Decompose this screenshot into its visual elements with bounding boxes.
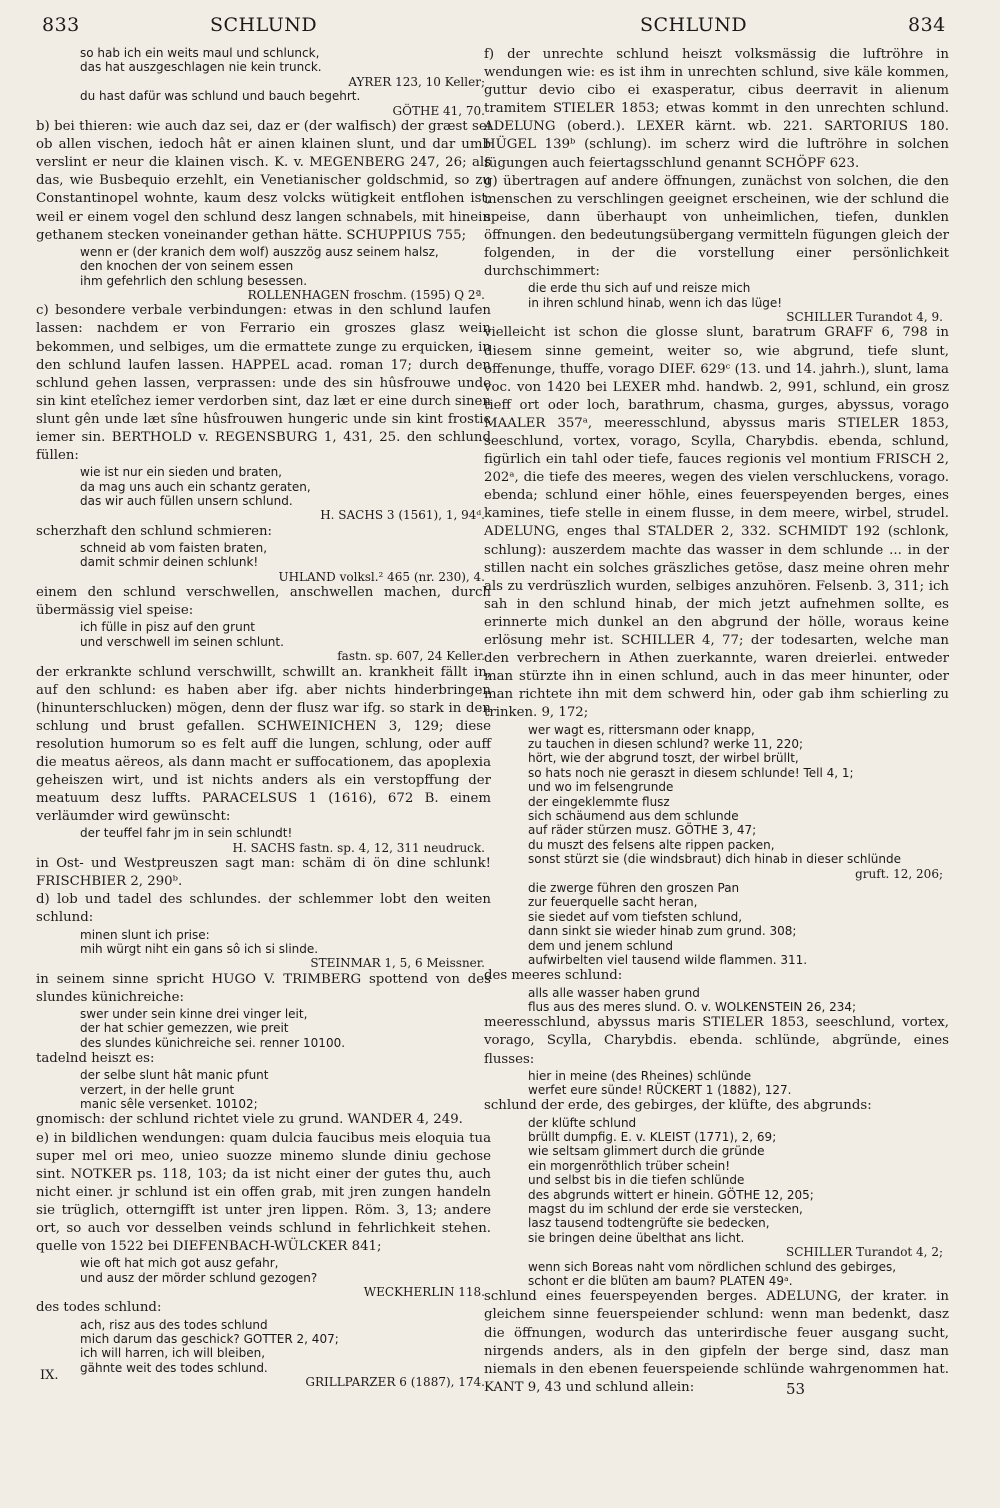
verse-quotation	[484, 281, 949, 324]
verse-quotation	[36, 1068, 491, 1111]
citation-source: STEINMAR 1, 5, 6 Meissner.	[310, 956, 485, 971]
verse-line: schneid ab vom faisten braten,	[80, 540, 268, 555]
verse-line: der hat schier gemezzen, wie preit	[80, 1021, 289, 1036]
citation-source: ROLLENHAGEN froschm. (1595) Q 2ª.	[247, 287, 485, 302]
verse-quotation	[484, 838, 949, 881]
verse-line: sich schäumend aus dem schlunde	[528, 808, 739, 823]
verse-line: ein morgenröthlich trüber schein!	[528, 1158, 731, 1173]
citation-source: GRILLPARZER 6 (1887), 174.	[305, 1375, 485, 1390]
verse-line: alls alle wasser haben grund	[528, 985, 700, 1000]
verse-line: der selbe slunt hât manic pfunt	[80, 1068, 269, 1083]
verse-line: wie ist nur ein sieden und braten,	[80, 465, 282, 480]
verse-line: und selbst bis in die tiefen schlünde	[528, 1173, 745, 1188]
entry-paragraph: d) lob und tadel des schlundes. der schlemmer lobt den weiten schlund:	[36, 892, 491, 926]
verse-line: swer under sein kinne drei vinger leit,	[80, 1006, 308, 1021]
verse-line: sonst stürzt sie (die windsbraut) dich hinab in dieser schlünde	[528, 852, 902, 867]
verse-quotation	[36, 1007, 491, 1050]
verse-quotation	[484, 1260, 949, 1289]
left-page-number: 833	[42, 14, 80, 36]
left-running-title: SCHLUND	[210, 14, 318, 36]
citation-source: WECKHERLIN 118.	[363, 1285, 485, 1300]
verse-line: ich will harren, ich will bleiben,	[80, 1346, 266, 1361]
verse-quotation	[36, 465, 491, 523]
verse-line: brüllt dumpfig. E. v. KLEIST (1771), 2, 69;	[528, 1129, 777, 1144]
verse-line: die erde thu sich auf und reisze mich	[528, 281, 751, 296]
entry-paragraph: in seinem sinne spricht HUGO V. TRIMBERG spottend von des slundes künichreiche:	[36, 971, 491, 1005]
verse-line: wenn er (der kranich dem wolf) auszzög ausz seinem halsz,	[80, 244, 439, 259]
verse-line: die zwerge führen den groszen Pan	[528, 880, 740, 895]
verse-quotation	[484, 1069, 949, 1098]
entry-paragraph: der erkrankte schlund verschwillt, schwillt an. krankheit fällt in, auf den schlund: es haben aber ifg. aber nichts hinderbringen (hinunterschlucken) mögen, denn der flusz war ifg. so stark in den schlung und brust gefallen. SCHWEINICHEN 3, 129; diese resolution humorum so es felt auff die lungen, schlung, oder auff die meatus aëreos, als dann macht er suffocationem, das apoplexia geheiszen wirt, und ist nichts anders als ein verstopffung der meatuum desz luffts. PARACELSUS 1 (1616), 672 B. einem verläumder wird gewünscht:	[36, 664, 491, 825]
verse-quotation	[36, 89, 491, 118]
verse-line: minen slunt ich prise:	[80, 927, 210, 942]
verse-line: wer wagt es, rittersmann oder knapp,	[528, 722, 755, 737]
citation-source: SCHILLER Turandot 4, 9.	[786, 310, 943, 325]
entry-paragraph: schlund der erde, des gebirges, der klüfte, des abgrunds:	[484, 1098, 872, 1114]
left-column	[36, 46, 491, 1390]
verse-line: und ausz der mörder schlund gezogen?	[80, 1270, 318, 1285]
verse-line: wie oft hat mich got ausz gefahr,	[80, 1256, 279, 1271]
verse-line: mich darum das geschick? GOTTER 2, 407;	[80, 1331, 339, 1346]
citation-source: SCHILLER Turandot 4, 2;	[786, 1245, 943, 1260]
verse-quotation	[484, 1202, 949, 1260]
verse-quotation	[36, 1256, 491, 1299]
verse-line: ich fülle in pisz auf den grunt	[80, 620, 256, 635]
verse-quotation	[36, 46, 491, 89]
verse-line: so hab ich ein weits maul und schlunck,	[80, 46, 320, 60]
verse-line: hier in meine (des Rheines) schlünde	[528, 1068, 752, 1083]
verse-line: sie siedet auf vom tiefsten schlund,	[528, 909, 743, 924]
verse-line: und verschwell im seinen schlunt.	[80, 634, 284, 649]
verse-line: wie seltsam glimmert durch die gründe	[528, 1144, 765, 1159]
verse-quotation	[36, 826, 491, 855]
verse-quotation	[484, 939, 949, 968]
entry-paragraph: des meeres schlund:	[484, 968, 623, 984]
entry-paragraph: in Ost- und Westpreuszen sagt man: schäm di ön dine schlunk! FRISCHBIER 2, 290ᵇ.	[36, 856, 491, 890]
verse-line: damit schmir deinen schlunk!	[80, 555, 259, 570]
entry-paragraph: gnomisch: der schlund richtet viele zu grund. WANDER 4, 249.	[36, 1112, 463, 1128]
verse-line: der eingeklemmte flusz	[528, 794, 670, 809]
verse-line: zur feuerquelle sacht heran,	[528, 895, 698, 910]
verse-line: flus aus des meres slund. O. v. WOLKENSTEIN 26, 234;	[528, 999, 857, 1014]
verse-line: des slundes künichreiche sei. renner 10100.	[80, 1035, 346, 1050]
verse-line: auf räder stürzen musz. GÖTHE 3, 47;	[528, 823, 757, 838]
citation-source: gruft. 12, 206;	[855, 866, 943, 881]
verse-line: ach, risz aus des todes schlund	[80, 1317, 268, 1332]
verse-line: schont er die blüten am baum? PLATEN 49ᵃ.	[528, 1273, 793, 1288]
entry-paragraph: c) besondere verbale verbindungen: etwas in den schlund laufen lassen: nachdem er von Ferrario ein groszes glasz wein bekommen, und selbiges, um die ermattete zunge zu erquicken, in den schlund laufen lassen. HAPPEL acad. roman 17; durch den schlund gehen lassen, verprassen: unde des sin hûsfrouwe unde sin kint etelîchez iemer verdorben sint, daz læt er eine durch sinen slunt gên unde læt sîne hûsfrouwen hungeric unde sin kint frostic iemer sin. BERTHOLD v. REGENSBURG 1, 431, 25. den schlund füllen:	[36, 303, 491, 464]
entry-paragraph: meeresschlund, abyssus maris STIELER 1853, seeschlund, vortex, vorago, Scylla, Charybdis. ebenda. schlünde, abgründe, eines flusses:	[484, 1015, 949, 1067]
verse-line: mih würgt niht ein gans sô ich si slinde.	[80, 941, 319, 956]
verse-line: sie bringen deine übelthat ans licht.	[528, 1230, 745, 1245]
verse-quotation	[36, 928, 491, 971]
verse-quotation	[484, 986, 949, 1015]
verse-line: des abgrunds wittert er hinein. GÖTHE 12, 205;	[528, 1187, 814, 1202]
verse-quotation	[484, 751, 949, 780]
verse-line: hört, wie der abgrund toszt, der wirbel brüllt,	[528, 751, 799, 766]
verse-line: dann sinkt sie wieder hinab zum grund. 308;	[528, 924, 797, 939]
verse-quotation	[484, 1116, 949, 1202]
entry-paragraph: schlund eines feuerspeyenden berges. ADELUNG, der krater. in gleichem sinne feuerspeiender schlund: wenn man bedenkt, dasz die öffnungen, wodurch das unterirdische feuer ausgang sucht, nirgends anders, als in den gipfeln der berge sind, dasz man niemals in den ebenen feuerspeiende schlünde wahrgenommen hat. KANT 9, 43 und schlund allein:	[484, 1289, 949, 1395]
verse-line: dem und jenem schlund	[528, 938, 673, 953]
verse-line: das hat auszgeschlagen nie kein trunck.	[80, 60, 322, 75]
verse-line: da mag uns auch ein schantz geraten,	[80, 479, 311, 494]
verse-line: wenn sich Boreas naht vom nördlichen schlund des gebirges,	[528, 1259, 897, 1274]
verse-line: zu tauchen in diesen schlund? werke 11, 220;	[528, 736, 804, 751]
verse-line: der klüfte schlund	[528, 1115, 637, 1130]
verse-quotation	[484, 723, 949, 752]
verse-quotation	[36, 245, 491, 303]
entry-paragraph: e) in bildlichen wendungen: quam dulcia faucibus meis eloquia tua super mel ori meo, unieo suozze minemo slunde diniu gechose sint. NOTKER ps. 118, 103; da ist nicht einer der gutes thu, auch nicht einer. jr schlund ist ein offen grab, mit jren zungen handeln sie trüglich, otterngifft ist unter jren lippen. Röm. 3, 13; andere ort, so auch vor desselben veinds schlund in fehrlichkeit stehen. quelle von 1522 bei DIEFENBACH-WÜLCKER 841;	[36, 1130, 491, 1255]
citation-source: UHLAND volksl.² 465 (nr. 230), 4.	[278, 569, 485, 584]
entry-paragraph: einem den schlund verschwellen, anschwellen machen, durch übermässig viel speise:	[36, 585, 491, 619]
verse-quotation	[484, 780, 949, 838]
verse-line: du muszt des felsens alte rippen packen,	[528, 837, 775, 852]
right-page-number: 834	[908, 14, 946, 36]
verse-line: lasz tausend todtengrüfte sie bedecken,	[528, 1216, 770, 1231]
verse-line: in ihren schlund hinab, wenn ich das lüge!	[528, 295, 783, 310]
citation-source: fastn. sp. 607, 24 Keller.	[337, 649, 485, 664]
citation-source: GÖTHE 41, 70.	[392, 103, 485, 118]
entry-paragraph: scherzhaft den schlund schmieren:	[36, 523, 273, 539]
right-running-title: SCHLUND	[640, 14, 748, 36]
verse-line: das wir auch füllen unsern schlund.	[80, 493, 293, 508]
verse-line: und wo im felsengrunde	[528, 780, 674, 795]
verse-quotation	[36, 620, 491, 663]
verse-line: du hast dafür was schlund und bauch begehrt.	[80, 89, 361, 104]
verse-line: magst du im schlund der erde sie verstecken,	[528, 1201, 803, 1216]
verse-quotation	[484, 881, 949, 939]
entry-paragraph: b) bei thieren: wie auch daz sei, daz er (der walfisch) der græst sei ob allen vischen, iedoch hât er ainen klainen slunt, und dar umb verslint er neur die klainen visch. K. v. MEGENBERG 247, 26; als das, wie Busbequio erzehlt, ein Venetianischer goldschmid, so zu Constantinopel wohnte, kaum desz volcks wütigkeit entflohen ist, weil er einem vogel den schlund desz langen schnabels, mit hinein gethanem stecken voneinander gethan hätte. SCHUPPIUS 755;	[36, 119, 491, 243]
verse-line: ihm gefehrlich den schlung besessen.	[80, 273, 308, 288]
sheet-signature: IX.	[40, 1368, 59, 1383]
entry-paragraph: g) übertragen auf andere öffnungen, zunächst von solchen, die den menschen zu verschlingen geeignet erscheinen, wie der schlund die speise, dann überhaupt von unheimlichen, tiefen, dunklen öffnungen. den bedeutungsübergang vermitteln fügungen gleich der folgenden, in der die vorstellung einer persönlichkeit durchschimmert:	[484, 173, 949, 280]
verse-line: gähnte weit des todes schlund.	[80, 1360, 268, 1375]
verse-line: der teuffel fahr jm in sein schlundt!	[80, 826, 293, 841]
entry-paragraph: des todes schlund:	[36, 1300, 162, 1316]
citation-source: H. SACHS 3 (1561), 1, 94ᵈ.	[320, 508, 485, 523]
verse-line: werfet eure sünde! RÜCKERT 1 (1882), 127.	[528, 1083, 792, 1097]
verse-line: verzert, in der helle grunt	[80, 1082, 235, 1097]
entry-paragraph: vielleicht ist schon die glosse slunt, baratrum GRAFF 6, 798 in diesem sinne gemeint, weiter so, wie abgrund, tiefe slunt, offenunge, thuffe, vorago DIEF. 629ᶜ (13. und 14. jahrh.), slunt, lama voc. von 1420 bei LEXER mhd. handwb. 2, 991, schlund, ein grosz tieff ort oder loch, barathrum, chasma, gurges, abyssus, vorago MAALER 357ᵃ, meeresschlund, abyssus maris STIELER 1853, seeschlund, vortex, vorago, Scylla, Charybdis. ebenda, schlund, figürlich ein tahl oder tiefe, fauces regionis vel montium FRISCH 2, 202ᵃ, die tiefe des meeres, wegen des vielen verschluckens, vorago. ebenda; schlund einer höhle, eines feuerspeyenden berges, eines kamines, tiefe stelle in einem flusse, in dem meere, wirbel, strudel. ADELUNG, enges thal STALDER 2, 332. SCHMIDT 192 (schlonk, schlung): auszerdem machte das wasser in dem schlunde ... in der stillen nacht ein solches gräszliches getöse, dasz meine ohren mehr als zu verdrüszlich wurden, selbiges anzuhören. Felsenb. 3, 311; ich sah in den schlund hinab, der mich jetzt aufnehmen sollte, es erinnerte mich dunkel an den abgrund der hölle, woraus keine erlösung mehr ist. SCHILLER 4, 77; der todesarten, welche man den verbrechern in Athen zuerkannte, waren dreierlei. entweder man stürzte ihn in einen schlund, auch in das meer hinunter, oder man richtete ihn mit dem schwerd hin, oder gab ihm schierling zu trinken. 9, 172;	[484, 325, 949, 721]
verse-line: so hats noch nie geraszt in diesem schlunde! Tell 4, 1;	[528, 765, 854, 780]
sheet-number: 53	[786, 1380, 806, 1398]
verse-quotation	[36, 541, 491, 584]
verse-line: aufwirbelten viel tausend wilde flammen. 311.	[528, 953, 808, 967]
citation-source: AYRER 123, 10 Keller;	[348, 74, 485, 89]
verse-line: manic sêle versenket. 10102;	[80, 1097, 258, 1112]
entry-paragraph: f) der unrechte schlund heiszt volksmässig die luftröhre in wendungen wie: es ist ihm in unrechten schlund, sive käle kommen, guttur devio cibo ei exasperatur, cibus deerravit in alienum tramitem STIELER 1853; etwas kommt in den unrechten schlund. ADELUNG (oberd.). LEXER kärnt. wb. 221. SARTORIUS 180. HÜGEL 139ᵇ (schlung). im scherz wird die luftröhre in solchen fügungen auch feiertagsschlund genannt SCHÖPF 623.	[484, 47, 949, 171]
verse-quotation	[36, 1318, 491, 1390]
entry-paragraph: tadelnd heiszt es:	[36, 1051, 155, 1067]
verse-line: den knochen der von seinem essen	[80, 259, 294, 274]
right-column	[484, 46, 949, 1397]
citation-source: H. SACHS fastn. sp. 4, 12, 311 neudruck.	[232, 840, 485, 855]
